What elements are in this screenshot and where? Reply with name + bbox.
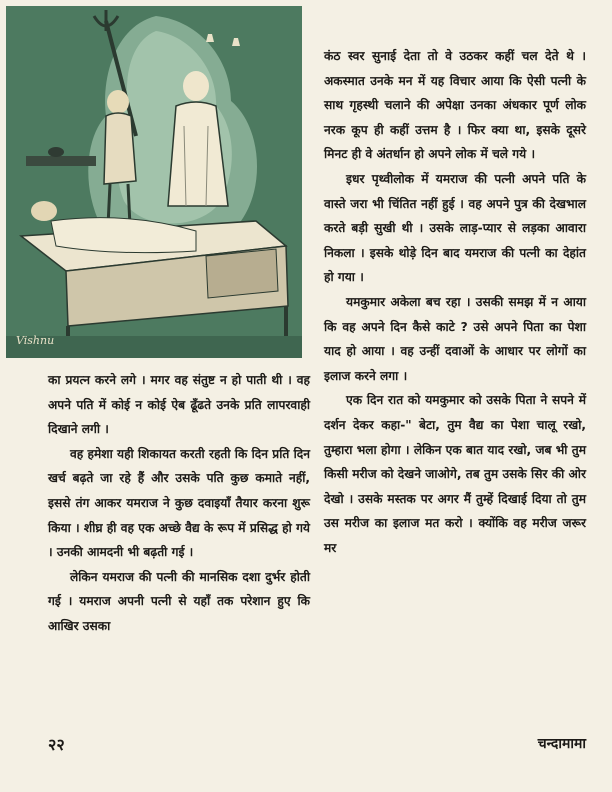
story-illustration [6, 6, 302, 358]
paragraph: यमकुमार अकेला बच रहा । उसकी समझ में न आया कि वह अपने दिन कैसे काटे ? उसे अपने पिता का पेशा याद हो आया । वह उन्हीं दवाओं के आधार पर लोगों का इलाज करने लगा । [324, 294, 586, 383]
illustration-drawing [6, 6, 302, 358]
artist-signature: Vishnu [16, 334, 55, 347]
magazine-name: चन्दामामा [537, 736, 586, 752]
right-text-column [324, 44, 586, 560]
paragraph: इधर पृथ्वीलोक में यमराज की पत्नी अपने पति के वास्ते जरा भी चिंतित नहीं हुई । वह अपने पुत्र की देखभाल करते बड़ी सुखी थी । उसके लाड़-प्यार से लड़का आवारा निकला । इसके थोड़े दिन बाद यमराज की पत्नी का देहांत हो गया । [324, 171, 586, 285]
paragraph: कंठ स्वर सुनाई देता तो वे उठकर कहीं चल देते थे । अकस्मात उनके मन में यह विचार आया कि ऐसी पत्नी के साथ गृहस्थी चलाने की अपेक्षा उनका अंधकार पूर्ण लोक नरक कूप ही कहीं उत्तम है । फिर क्या था, इसके दूसरे मिनट ही वे अंतर्धान हो अपने लोक में चले गये । [324, 49, 586, 162]
paragraph: वह हमेशा यही शिकायत करती रहती कि दिन प्रति दिन खर्च बढ़ते जा रहे हैं और उसके पति कुछ कमाते नहीं, इससे तंग आकर यमराज ने कुछ दवाइयाँ तैयार करना शुरू किया । शीघ्र ही वह एक अच्छे वैद्य के रूप में प्रसिद्ध हो गये । उनकी आमदनी भी बढ़ती गई । [48, 446, 310, 560]
paragraph: का प्रयत्न करने लगे । मगर वह संतुष्ट न हो पाती थी । वह अपने पति में कोई न कोई ऐब ढूँढते उनके प्रति लापरवाही दिखाने लगी । [48, 373, 310, 437]
page-number: २२ [48, 735, 65, 754]
paragraph: एक दिन रात को यमकुमार को उसके पिता ने सपने में दर्शन देकर कहा-" बेटा, तुम वैद्य का पेशा चालू रखो, तुम्हारा भला होगा । लेकिन एक बात याद रखो, जब भी तुम किसी मरीज को देखने जाओगे, तब तुम उसके सिर की ओर देखो । उसके मस्तक पर अगर मैं तुम्हें दिखाई दिया तो तुम उस मरीज का इलाज मत करो । क्योंकि वह मरीज जरूर मर [324, 393, 586, 555]
paragraph: लेकिन यमराज की पत्नी की मानसिक दशा दुर्भर होती गई । यमराज अपनी पत्नी से यहाँ तक परेशान हुए कि आखिर उसका [48, 569, 310, 633]
left-text-column [48, 368, 310, 639]
